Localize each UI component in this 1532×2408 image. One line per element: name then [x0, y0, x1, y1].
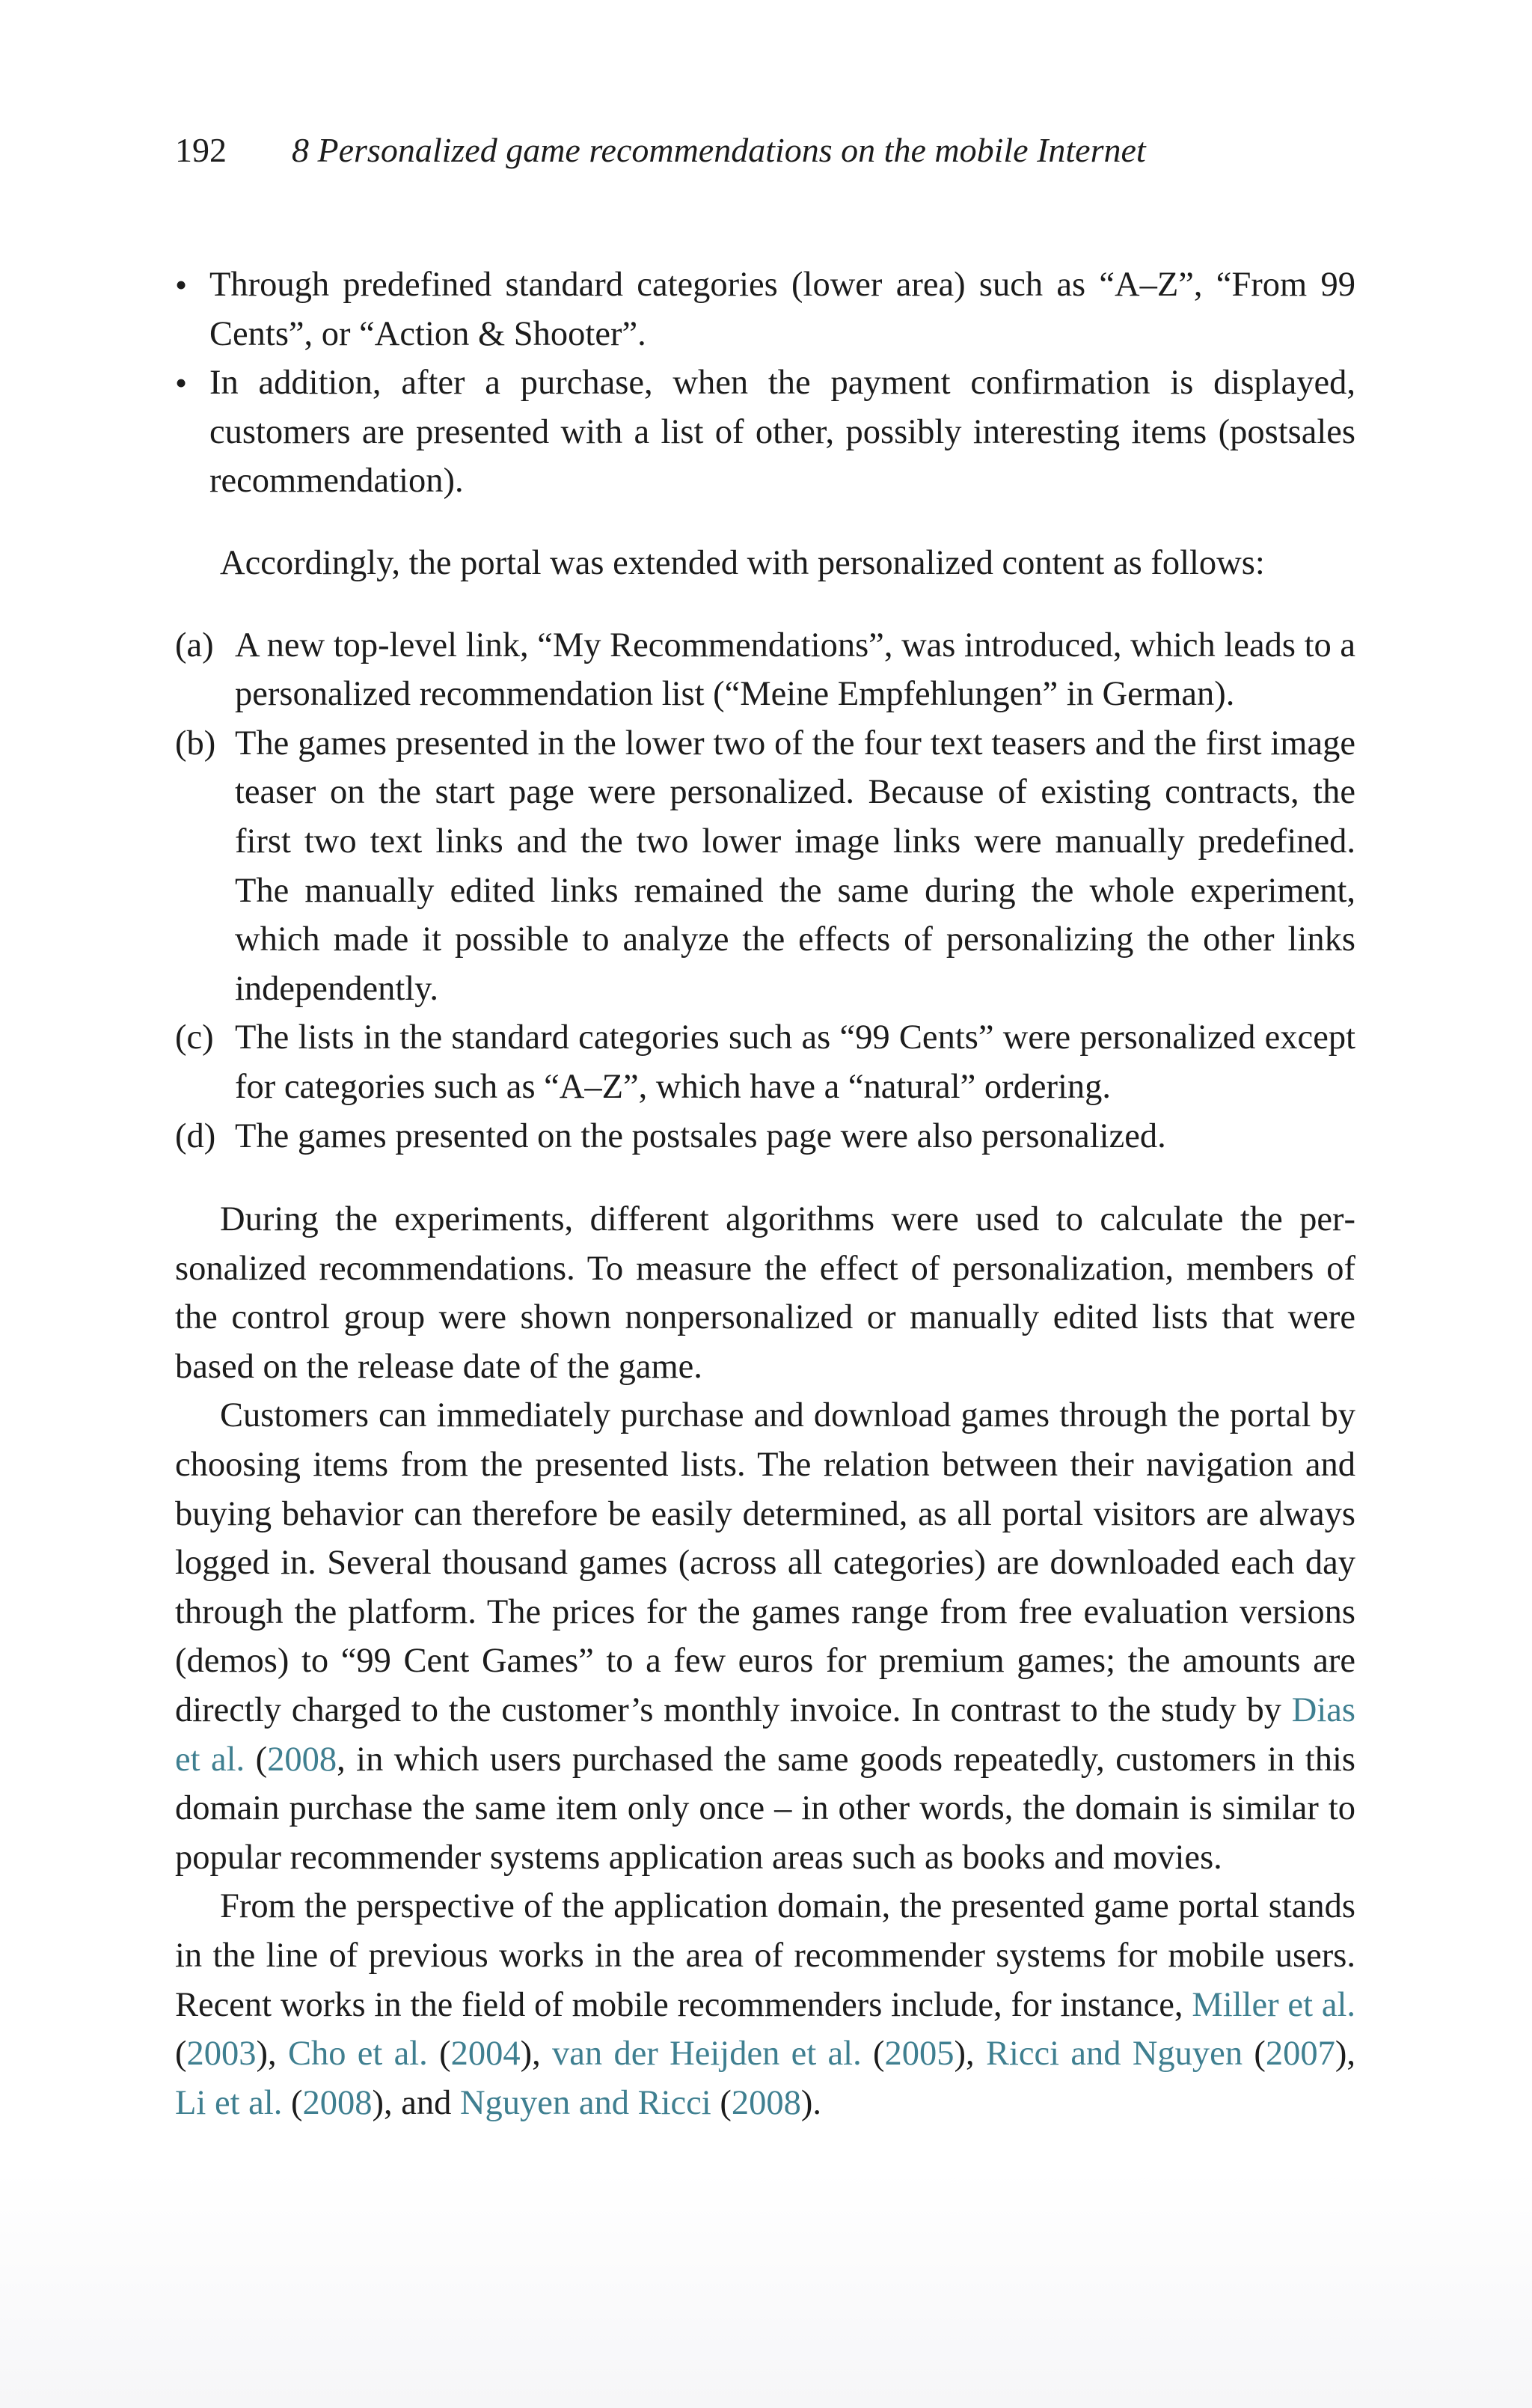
citation-year-link[interactable]: 2008 — [731, 2083, 801, 2122]
enum-text: The lists in the standard categories such as “99 Cents” were personalized except for categories such as “A–Z”, which have a “natural” ordering. — [235, 1018, 1355, 1106]
enum-text: A new top-level link, “My Recommendations”, was introduced, which leads to a personalized recommendation list (“Meine Empfehlungen” in German). — [235, 626, 1355, 714]
body-text — [175, 260, 1355, 2127]
running-header — [175, 126, 1357, 175]
enum-label: (d) — [175, 1116, 216, 1155]
intro-paragraph: Accordingly, the portal was extended with personalized content as follows: — [220, 543, 1265, 582]
citation-link[interactable]: Li et al. — [175, 2083, 283, 2122]
enum-item — [175, 1112, 1355, 1161]
enum-item — [175, 1013, 1355, 1111]
paragraph-domain: From the perspective of the application domain, the presented game portal stands in the line of previous works in the area of recommender systems for mobile users. Recent works in the field of mobile recommenders include, for instance, Miller et al. (2003), Cho et al. (2004), van der Heijden et al. (2005), Ricci and Nguyen (2007), Li et al. (2008), and Nguyen and Ricci (2008). — [175, 1887, 1356, 2122]
page-number: 192 — [175, 131, 227, 169]
enumerated-list — [175, 621, 1355, 1161]
citation-year-link[interactable]: 2004 — [450, 2035, 521, 2074]
bullet-item: • Through predefined standard categories (lower area) such as “A–Z”, “From 99 Cents”, or “Action & Shooter”. — [175, 260, 1355, 358]
page-bottom-shade — [0, 2170, 1532, 2408]
enum-item — [175, 719, 1355, 1014]
citation-year-link[interactable]: 2005 — [884, 2035, 955, 2074]
citation-link[interactable]: Dias et al. — [175, 1691, 1355, 1779]
enum-label: (c) — [175, 1018, 214, 1057]
citation-link[interactable]: Miller et al. — [1192, 1985, 1356, 2024]
citation-link[interactable]: van der Heijden et al. — [552, 2035, 862, 2074]
enum-text: The games presented on the postsales page were also personalized. — [235, 1116, 1166, 1155]
citation-link[interactable]: Ricci and Nguyen — [985, 2035, 1243, 2074]
paragraph-experiments: During the experiments, different algorithms were used to calculate the personalized recommendations. To measure the effect of personalization, members of the control group were shown nonpersonalized or manually edited lists that were based on the release date of the game. — [175, 1200, 1355, 1386]
citation-link[interactable]: Nguyen and Ricci — [459, 2083, 711, 2122]
citation-link[interactable]: Cho et al. — [287, 2035, 428, 2074]
enum-text: The games presented in the lower two of the four text teasers and the first image teaser on the start page were personalized. Because of existing contracts, the first two text links and the two lower image links were manually predefined. The manually edited links remained the same during the whole experiment, which made it possible to analyze the effects of personalizing the other links independently. — [235, 724, 1355, 1008]
paragraph-customers: Customers can immediately purchase and download games through the portal by choosing items from the presented lists. The relation between their navigation and buying behavior can therefore be easily determined, as all portal visitors are always logged in. Several thousand games (across all categories) are downloaded each day through the platform. The prices for the games range from free evaluation versions (demos) to “99 Cent Games” to a few euros for premium games; the amounts are directly charged to the customer’s monthly invoice. In contrast to the study by Dias et al. (2008, in which users purchased the same goods repeatedly, customers in this domain purchase the same item only once – in other words, the domain is similar to popular recommender systems application areas such as books and movies. — [175, 1396, 1355, 1877]
chapter-title: 8 Personalized game recommendations on the mobile Internet — [292, 131, 1146, 169]
enum-item — [175, 621, 1355, 719]
enum-label: (a) — [175, 626, 214, 664]
enum-label: (b) — [175, 724, 216, 763]
citation-year-link[interactable]: 2003 — [186, 2035, 257, 2074]
bullet-item: • In addition, after a purchase, when the payment confirmation is displayed, customers are presented with a list of other, possibly interesting items (postsales recommendation). — [175, 358, 1355, 506]
citation-year-link[interactable]: 2008 — [267, 1740, 337, 1779]
bullet-list — [175, 260, 1355, 506]
citation-year-link[interactable]: 2007 — [1265, 2035, 1335, 2074]
citation-year-link[interactable]: 2008 — [302, 2083, 373, 2122]
